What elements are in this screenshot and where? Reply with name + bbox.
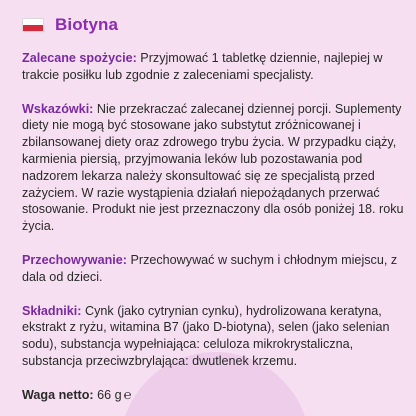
net-weight-label: Waga netto: [22, 387, 94, 402]
net-weight [22, 387, 406, 404]
section-label: Wskazówki: [22, 101, 94, 116]
poland-flag-icon [22, 18, 44, 32]
section-label: Przechowywanie: [22, 252, 127, 267]
product-details [22, 50, 406, 416]
section-ingredients [22, 303, 406, 370]
section-storage [22, 252, 406, 286]
section-text: Przechowywać w suchym i chłodnym miejscu, z dala od dzieci. [22, 252, 398, 284]
section-guidelines [22, 101, 406, 235]
section-label: Zalecane spożycie: [22, 51, 137, 65]
section-text: Nie przekraczać zalecanej dziennej porcji. Suplementy diety nie mogą być stosowane jako substytut zróżnicowanej i zbilansowanej diety oraz zdrowego trybu życia. W przypadku ciąży, karmienia piersią, przyjmowania leków lub pozostawania pod nadzorem lekarza należy skonsultować się ze specjalistą przed zażyciem. W razie wystąpienia działań niepożądanych przerwać stosowanie. Produkt nie jest przeznaczony dla osób poniżej 18. roku życia. [22, 101, 404, 234]
section-label: Składniki: [22, 303, 82, 318]
estimated-sign-icon: ℮ [123, 386, 132, 402]
product-title: Biotyna [55, 15, 119, 34]
section-dosage [22, 50, 406, 84]
net-weight-value: 66 g [97, 387, 122, 402]
section-text: Przyjmować 1 tabletkę dziennie, najlepiej w trakcie posiłku lub zgodnie z zaleceniami specjalisty. [22, 51, 383, 82]
header [22, 15, 118, 35]
section-text: Cynk (jako cytrynian cynku), hydrolizowana keratyna, ekstrakt z ryżu, witamina B7 (jako D-biotyna), selen (jako selenian sodu), substancja wypełniająca: celuloza mikrokrystaliczna, substancja przeciwzbrylająca: dwutlenek krzemu. [22, 303, 390, 368]
